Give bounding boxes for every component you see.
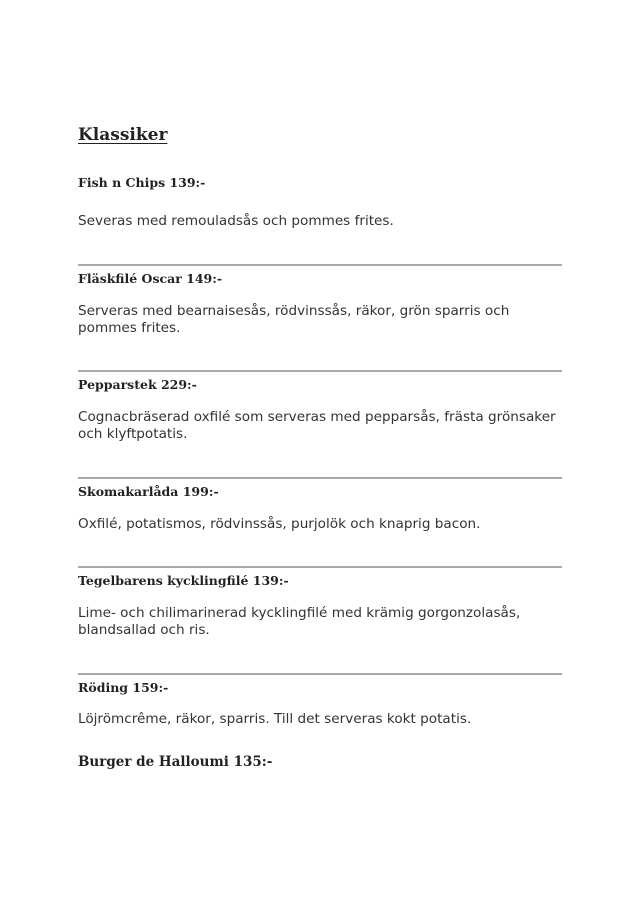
divider (78, 566, 562, 568)
divider (78, 477, 562, 479)
menu-item-description: Löjrömcrême, räkor, sparris. Till det serveras kokt potatis. (78, 711, 472, 727)
menu-item-description: Oxfilé, potatismos, rödvinssås, purjolök och knaprig bacon. (78, 516, 481, 532)
section-title: Klassiker (78, 125, 168, 145)
divider (78, 264, 562, 266)
menu-item-name: Fish n Chips 139:- (78, 175, 206, 190)
menu-item-name: Röding 159:- (78, 680, 169, 695)
menu-item-name: Tegelbarens kycklingfilé 139:- (78, 573, 289, 588)
menu-item-name: Skomakarlåda 199:- (78, 484, 219, 499)
menu-item-name: Fläskfilé Oscar 149:- (78, 271, 223, 286)
menu-item-description: Lime- och chilimarinerad kycklingfilé med krämig gorgonzolasås, blandsallad och ris. (78, 605, 521, 638)
menu-item-description: Cognacbräserad oxfilé som serveras med pepparsås, frästa grönsaker och klyftpotatis. (78, 409, 556, 442)
menu-item-description: Serveras med bearnaisesås, rödvinssås, räkor, grön sparris och pommes frites. (78, 303, 510, 336)
divider (78, 370, 562, 372)
menu-item-name: Pepparstek 229:- (78, 377, 197, 392)
divider (78, 673, 562, 675)
menu-item-description: Severas med remouladsås och pommes frites. (78, 213, 394, 229)
menu-item-name: Burger de Halloumi 135:- (78, 754, 273, 770)
